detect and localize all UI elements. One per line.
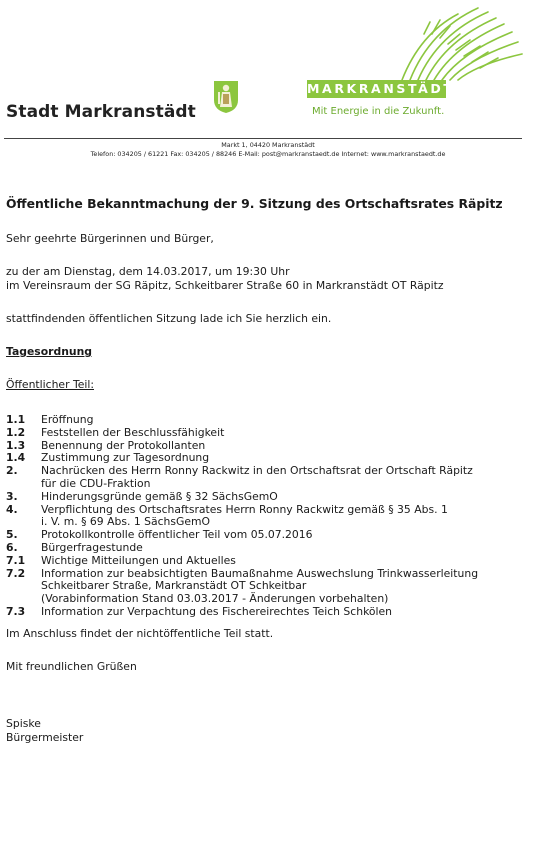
agenda-item-text: [41, 555, 526, 568]
agenda-item-number: 4.: [6, 502, 18, 516]
contact-line: Telefon: 034205 / 61221 Fax: 034205 / 88246 E-Mail: post@markranstaedt.de Internet: www.markranstaedt.de: [90, 150, 446, 158]
brand-wordmark: MARKRANSTÄDT: [307, 81, 455, 96]
agenda-item-number: 5.: [6, 528, 18, 542]
agenda-item-line: Bürgerfragestunde: [41, 540, 143, 554]
agenda-item-line: Feststellen der Beschlussfähigkeit: [41, 425, 225, 439]
letterhead: [0, 0, 536, 158]
closing-line: Im Anschluss findet der nichtöffentliche Teil statt.: [6, 626, 274, 640]
location-line: im Vereinsraum der SG Räpitz, Schkeitbarer Straße 60 in Markranstädt OT Räpitz: [6, 279, 444, 292]
agenda-item-line: Verpflichtung des Ortschaftsrates Herrn Ronny Rackwitz gemäß § 35 Abs. 1: [41, 502, 448, 516]
agenda-item-line: Wichtige Mitteilungen und Aktuelles: [41, 553, 236, 567]
agenda-item-number: 7.1: [6, 553, 26, 567]
city-crest-icon: [213, 80, 239, 114]
agenda-item-number: 7.2: [6, 566, 26, 580]
agenda-item-line: Eröffnung: [41, 413, 94, 426]
agenda-item-line: Information zur Verpachtung des Fischereirechtes Teich Schkölen: [41, 604, 393, 618]
agenda-item-number: 1.4: [6, 451, 26, 465]
agenda-item: [6, 568, 526, 606]
document-body: [6, 196, 526, 745]
agenda-item-text: [41, 491, 526, 504]
signer-title: Bürgermeister: [6, 730, 84, 744]
agenda-item-number: 1.2: [6, 425, 26, 439]
agenda-item: [6, 555, 526, 568]
agenda-item-text: [41, 427, 526, 440]
agenda-item-text: [41, 606, 526, 619]
agenda-item-text: [41, 465, 526, 491]
address-line: Markt 1, 04420 Markranstädt: [221, 141, 315, 149]
agenda-item-line: i. V. m. § 69 Abs. 1 SächsGemO: [41, 515, 211, 529]
date-line: zu der am Dienstag, dem 14.03.2017, um 19:30 Uhr: [6, 265, 290, 278]
city-name: Stadt Markranstädt: [6, 102, 196, 122]
agenda-item-line: (Vorabinformation Stand 03.03.2017 - Änderungen vorbehalten): [41, 592, 389, 606]
agenda-heading: Tagesordnung: [6, 345, 92, 358]
agenda-item: [6, 606, 526, 619]
leaf-logo-icon: [388, 4, 524, 84]
agenda-item-number: 3.: [6, 489, 18, 503]
agenda-item: [6, 465, 526, 491]
agenda-item-number: 1.3: [6, 438, 26, 452]
agenda-item: [6, 542, 526, 555]
header-divider: [4, 138, 522, 139]
agenda-item-text: [41, 414, 526, 427]
agenda-item-line: für die CDU-Fraktion: [41, 476, 151, 490]
agenda-item-line: Information zur beabsichtigten Baumaßnahme Auswechslung Trinkwasserleitung: [41, 566, 479, 580]
agenda-item-number: 7.3: [6, 604, 26, 618]
agenda-item-text: [41, 568, 526, 606]
agenda-list: [6, 414, 526, 619]
agenda-item-line: Nachrücken des Herrn Ronny Rackwitz in den Ortschaftsrat der Ortschaft Räpitz: [41, 464, 473, 478]
agenda-item-number: 6.: [6, 540, 18, 554]
agenda-item-line: Protokollkontrolle öffentlicher Teil vom 05.07.2016: [41, 528, 313, 542]
agenda-item: [6, 491, 526, 504]
agenda-item: [6, 414, 526, 427]
address-block: [0, 141, 536, 159]
invitation-line: stattfindenden öffentlichen Sitzung lade ich Sie herzlich ein.: [6, 312, 332, 325]
agenda-item-number: 1.1: [6, 413, 26, 426]
agenda-item-line: Zustimmung zur Tagesordnung: [41, 451, 210, 465]
greeting: Mit freundlichen Grüßen: [6, 659, 137, 673]
slogan: Mit Energie in die Zukunft.: [312, 106, 445, 117]
salutation: Sehr geehrte Bürgerinnen und Bürger,: [6, 232, 214, 245]
agenda-item-line: Schkeitbarer Straße, Markranstädt OT Schkeitbar: [41, 579, 307, 593]
agenda-item-line: Hinderungsgründe gemäß § 32 SächsGemO: [41, 489, 278, 503]
signer-name: Spiske: [6, 716, 41, 730]
agenda-item-line: Benennung der Protokollanten: [41, 438, 206, 452]
agenda-item: [6, 504, 526, 530]
agenda-item-number: 2.: [6, 464, 18, 478]
document-title: Öffentliche Bekanntmachung der 9. Sitzung des Ortschaftsrates Räpitz: [6, 196, 503, 211]
agenda-item-text: [41, 542, 526, 555]
agenda-item-text: [41, 504, 526, 530]
public-part-heading: Öffentlicher Teil:: [6, 378, 94, 391]
agenda-item: [6, 427, 526, 440]
